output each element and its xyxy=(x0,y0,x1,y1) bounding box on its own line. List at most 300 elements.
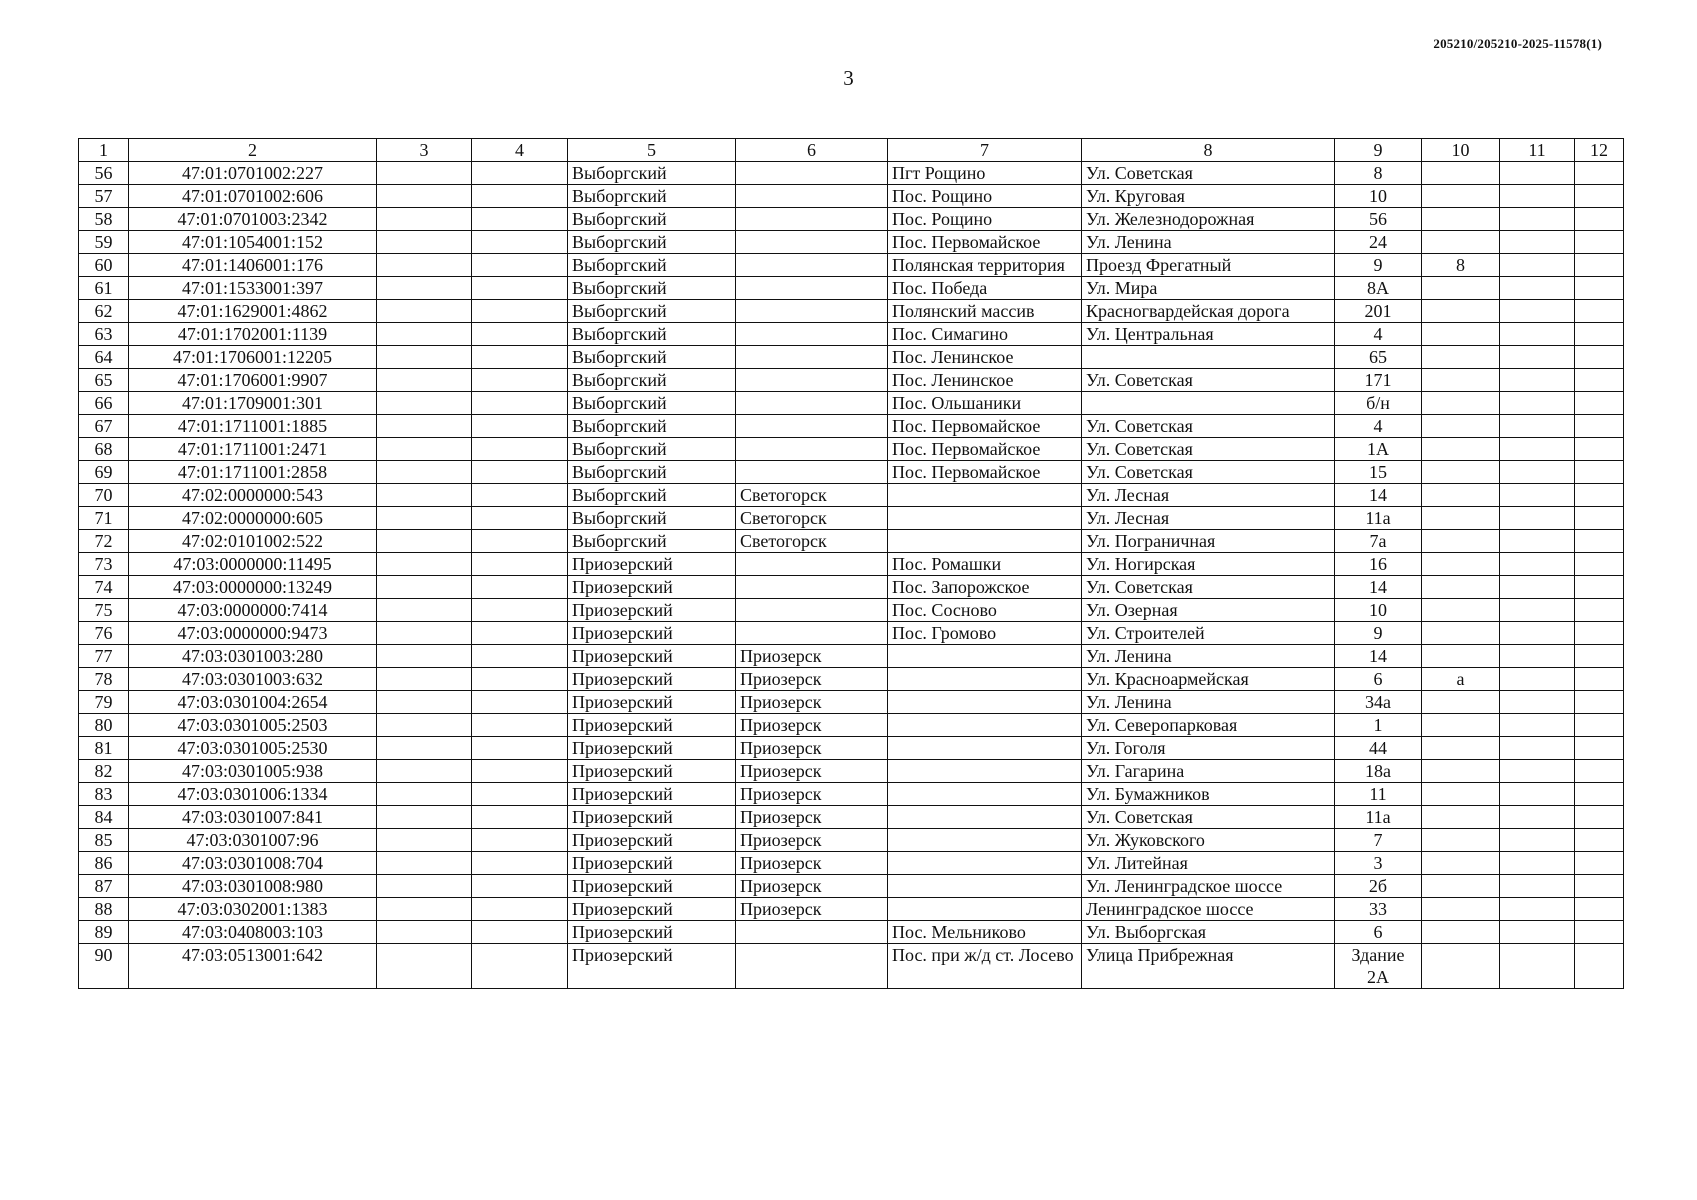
table-cell xyxy=(377,760,472,783)
table-cell xyxy=(377,392,472,415)
table-cell xyxy=(1575,392,1624,415)
table-cell: Светогорск xyxy=(736,484,888,507)
table-cell xyxy=(1082,392,1335,415)
table-cell: Пос. при ж/д ст. Лосево xyxy=(888,944,1082,989)
table-cell: 47:01:1709001:301 xyxy=(129,392,377,415)
table-cell: Светогорск xyxy=(736,507,888,530)
table-cell: 86 xyxy=(79,852,129,875)
table-cell: 47:01:0701002:606 xyxy=(129,185,377,208)
table-cell xyxy=(1500,392,1575,415)
table-cell xyxy=(377,323,472,346)
table-cell xyxy=(736,346,888,369)
table-cell: 1А xyxy=(1335,438,1422,461)
table-cell: 84 xyxy=(79,806,129,829)
table-cell: Ул. Центральная xyxy=(1082,323,1335,346)
table-cell xyxy=(377,530,472,553)
table-cell: 67 xyxy=(79,415,129,438)
table-cell xyxy=(472,760,568,783)
table-cell xyxy=(1500,714,1575,737)
table-cell xyxy=(1422,691,1500,714)
table-cell: б/н xyxy=(1335,392,1422,415)
table-cell: Ул. Лесная xyxy=(1082,484,1335,507)
table-cell: 56 xyxy=(79,162,129,185)
table-cell xyxy=(888,806,1082,829)
table-cell xyxy=(888,645,1082,668)
table-cell xyxy=(472,484,568,507)
table-cell xyxy=(1422,392,1500,415)
table-cell: 61 xyxy=(79,277,129,300)
table-row xyxy=(79,806,1624,829)
table-cell xyxy=(472,783,568,806)
table-cell: 47:01:1533001:397 xyxy=(129,277,377,300)
table-cell: 47:03:0000000:11495 xyxy=(129,553,377,576)
column-header: 2 xyxy=(129,139,377,162)
table-cell xyxy=(736,438,888,461)
column-header: 8 xyxy=(1082,139,1335,162)
table-cell: Ул. Круговая xyxy=(1082,185,1335,208)
table-cell xyxy=(1575,921,1624,944)
table-cell: Приозерский xyxy=(568,691,736,714)
table-cell xyxy=(1575,898,1624,921)
table-cell xyxy=(1500,898,1575,921)
table-cell xyxy=(1575,783,1624,806)
table-cell xyxy=(377,645,472,668)
table-cell xyxy=(888,668,1082,691)
table-cell xyxy=(1500,185,1575,208)
table-cell: Выборгский xyxy=(568,300,736,323)
table-cell: Ул. Ленина xyxy=(1082,691,1335,714)
table-cell: 8А xyxy=(1335,277,1422,300)
table-cell xyxy=(472,346,568,369)
table-cell xyxy=(1422,898,1500,921)
table-cell xyxy=(1575,185,1624,208)
table-cell xyxy=(472,254,568,277)
table-cell: 47:03:0301007:841 xyxy=(129,806,377,829)
table-cell: Пос. Запорожское xyxy=(888,576,1082,599)
table-cell xyxy=(1575,737,1624,760)
table-cell xyxy=(888,484,1082,507)
table-cell xyxy=(888,852,1082,875)
table-cell: 47:01:0701003:2342 xyxy=(129,208,377,231)
table-cell xyxy=(736,576,888,599)
table-cell: Приозерский xyxy=(568,921,736,944)
table-row xyxy=(79,415,1624,438)
table-cell: 47:03:0000000:7414 xyxy=(129,599,377,622)
table-cell xyxy=(1422,438,1500,461)
table-cell: Приозерский xyxy=(568,714,736,737)
table-cell: Приозерск xyxy=(736,645,888,668)
table-cell: 24 xyxy=(1335,231,1422,254)
table-cell xyxy=(472,369,568,392)
table-cell: 57 xyxy=(79,185,129,208)
table-cell xyxy=(472,806,568,829)
table-cell: 11а xyxy=(1335,507,1422,530)
table-cell: Ул. Советская xyxy=(1082,806,1335,829)
table-cell xyxy=(377,484,472,507)
table-cell xyxy=(1422,231,1500,254)
table-cell: Пос. Рощино xyxy=(888,208,1082,231)
table-cell xyxy=(377,231,472,254)
table-cell: Приозерский xyxy=(568,829,736,852)
table-body xyxy=(79,162,1624,989)
table-cell xyxy=(736,323,888,346)
table-cell xyxy=(377,553,472,576)
table-cell: 62 xyxy=(79,300,129,323)
table-cell: Пос. Первомайское xyxy=(888,415,1082,438)
table-cell: Пос. Первомайское xyxy=(888,438,1082,461)
table-cell xyxy=(472,691,568,714)
table-cell xyxy=(377,415,472,438)
table-cell: Ул. Советская xyxy=(1082,415,1335,438)
table-cell xyxy=(377,737,472,760)
table-cell: Ул. Ленинградское шоссе xyxy=(1082,875,1335,898)
table-cell: 66 xyxy=(79,392,129,415)
table-cell xyxy=(1575,162,1624,185)
table-cell xyxy=(1575,231,1624,254)
table-cell xyxy=(1575,346,1624,369)
table-cell: Ул. Красноармейская xyxy=(1082,668,1335,691)
table-cell xyxy=(472,829,568,852)
table-cell: 80 xyxy=(79,714,129,737)
table-cell xyxy=(888,875,1082,898)
table-row xyxy=(79,737,1624,760)
table-cell xyxy=(377,507,472,530)
table-cell: 171 xyxy=(1335,369,1422,392)
table-cell: Выборгский xyxy=(568,507,736,530)
table-cell xyxy=(1082,346,1335,369)
table-cell: 75 xyxy=(79,599,129,622)
table-cell: Ул. Лесная xyxy=(1082,507,1335,530)
table-cell xyxy=(888,530,1082,553)
table-cell: 201 xyxy=(1335,300,1422,323)
table-cell xyxy=(888,737,1082,760)
table-cell xyxy=(1575,576,1624,599)
table-cell: Ул. Пограничная xyxy=(1082,530,1335,553)
table-cell xyxy=(377,714,472,737)
table-cell: Выборгский xyxy=(568,254,736,277)
table-cell: Приозерск xyxy=(736,714,888,737)
table-cell xyxy=(736,369,888,392)
table-cell: Ул. Мира xyxy=(1082,277,1335,300)
table-cell xyxy=(1575,553,1624,576)
table-cell: 47:03:0302001:1383 xyxy=(129,898,377,921)
table-cell: 6 xyxy=(1335,921,1422,944)
table-cell: 9 xyxy=(1335,254,1422,277)
table-cell xyxy=(377,576,472,599)
table-cell xyxy=(472,622,568,645)
table-cell: 47:03:0301003:280 xyxy=(129,645,377,668)
table-cell: Пос. Ленинское xyxy=(888,346,1082,369)
table-cell xyxy=(472,162,568,185)
table-cell xyxy=(1575,645,1624,668)
table-cell: 68 xyxy=(79,438,129,461)
table-cell xyxy=(472,944,568,989)
table-cell: Приозерский xyxy=(568,852,736,875)
table-cell xyxy=(1422,737,1500,760)
table-cell: 10 xyxy=(1335,599,1422,622)
table-cell: Приозерск xyxy=(736,829,888,852)
table-cell: Ул. Советская xyxy=(1082,438,1335,461)
table-cell: 58 xyxy=(79,208,129,231)
table-cell: Красногвардейская дорога xyxy=(1082,300,1335,323)
table-cell: 10 xyxy=(1335,185,1422,208)
table-cell: 47:03:0301008:704 xyxy=(129,852,377,875)
table-cell xyxy=(1422,921,1500,944)
table-row xyxy=(79,369,1624,392)
table-cell: 3 xyxy=(1335,852,1422,875)
table-cell: 34а xyxy=(1335,691,1422,714)
table-cell: Ул. Выборгская xyxy=(1082,921,1335,944)
table-cell xyxy=(472,300,568,323)
column-header: 3 xyxy=(377,139,472,162)
table-cell: 69 xyxy=(79,461,129,484)
table-header-row xyxy=(79,139,1624,162)
table-cell xyxy=(1422,852,1500,875)
table-cell: Приозерский xyxy=(568,737,736,760)
table-cell xyxy=(1500,484,1575,507)
table-cell: Приозерский xyxy=(568,622,736,645)
table-cell xyxy=(472,415,568,438)
column-header: 11 xyxy=(1500,139,1575,162)
table-cell: 8 xyxy=(1335,162,1422,185)
column-header: 4 xyxy=(472,139,568,162)
table-cell: 9 xyxy=(1335,622,1422,645)
table-cell: Ул. Железнодорожная xyxy=(1082,208,1335,231)
table-cell xyxy=(472,461,568,484)
table-cell: Приозерск xyxy=(736,668,888,691)
table-cell: Приозерск xyxy=(736,875,888,898)
table-cell: 1 xyxy=(1335,714,1422,737)
table-cell xyxy=(377,829,472,852)
table-cell xyxy=(1500,760,1575,783)
table-cell xyxy=(472,852,568,875)
table-cell xyxy=(1422,484,1500,507)
column-header: 1 xyxy=(79,139,129,162)
table-cell: Выборгский xyxy=(568,231,736,254)
table-cell xyxy=(1500,507,1575,530)
table-cell xyxy=(1422,530,1500,553)
table-cell xyxy=(1575,852,1624,875)
table-cell xyxy=(736,553,888,576)
table-cell xyxy=(1575,530,1624,553)
table-cell xyxy=(472,921,568,944)
table-cell: Пос. Ленинское xyxy=(888,369,1082,392)
table-cell: 47:03:0408003:103 xyxy=(129,921,377,944)
table-cell xyxy=(736,599,888,622)
table-cell: 6 xyxy=(1335,668,1422,691)
table-cell xyxy=(1422,829,1500,852)
table-cell xyxy=(1500,921,1575,944)
table-cell: Приозерский xyxy=(568,898,736,921)
table-cell xyxy=(377,944,472,989)
table-row xyxy=(79,668,1624,691)
table-cell xyxy=(736,944,888,989)
table-cell xyxy=(472,668,568,691)
table-cell xyxy=(1500,852,1575,875)
table-row xyxy=(79,783,1624,806)
table-cell xyxy=(1575,461,1624,484)
table-cell: 47:03:0301008:980 xyxy=(129,875,377,898)
table-cell: 8 xyxy=(1422,254,1500,277)
table-cell xyxy=(888,691,1082,714)
table-cell xyxy=(472,208,568,231)
table-cell: 83 xyxy=(79,783,129,806)
table-cell: Выборгский xyxy=(568,530,736,553)
table-cell: Приозерский xyxy=(568,783,736,806)
table-cell: Пос. Первомайское xyxy=(888,461,1082,484)
column-header: 6 xyxy=(736,139,888,162)
table-cell xyxy=(377,622,472,645)
table-cell: Выборгский xyxy=(568,484,736,507)
table-cell: 74 xyxy=(79,576,129,599)
table-cell: 47:03:0301005:2503 xyxy=(129,714,377,737)
table-row xyxy=(79,622,1624,645)
registry-table xyxy=(78,138,1624,989)
table-cell xyxy=(377,875,472,898)
table-cell xyxy=(888,714,1082,737)
table-cell xyxy=(1500,944,1575,989)
table-cell: 47:03:0301004:2654 xyxy=(129,691,377,714)
table-row xyxy=(79,852,1624,875)
table-cell xyxy=(472,714,568,737)
table-cell: Приозерский xyxy=(568,553,736,576)
document-id: 205210/205210-2025-11578(1) xyxy=(1433,36,1602,51)
table-cell xyxy=(736,392,888,415)
table-cell: Приозерский xyxy=(568,668,736,691)
table-cell xyxy=(1500,277,1575,300)
table-cell: Ул. Советская xyxy=(1082,369,1335,392)
page-number: 3 xyxy=(843,66,854,90)
table-cell: Выборгский xyxy=(568,438,736,461)
table-row xyxy=(79,599,1624,622)
table-cell xyxy=(1575,484,1624,507)
table-cell xyxy=(1575,599,1624,622)
table-cell: 47:01:1629001:4862 xyxy=(129,300,377,323)
table-cell: Полянская территория xyxy=(888,254,1082,277)
table-cell: 64 xyxy=(79,346,129,369)
table-cell: Ул. Литейная xyxy=(1082,852,1335,875)
table-cell xyxy=(472,323,568,346)
table-cell xyxy=(377,369,472,392)
table-cell xyxy=(377,162,472,185)
table-cell: 47:01:1702001:1139 xyxy=(129,323,377,346)
column-header: 5 xyxy=(568,139,736,162)
table-cell: 47:01:0701002:227 xyxy=(129,162,377,185)
table-cell xyxy=(472,737,568,760)
table-cell xyxy=(1500,645,1575,668)
table-cell xyxy=(1575,300,1624,323)
table-cell xyxy=(736,461,888,484)
table-cell xyxy=(377,346,472,369)
table-cell: Ул. Озерная xyxy=(1082,599,1335,622)
column-header: 9 xyxy=(1335,139,1422,162)
table-cell: 33 xyxy=(1335,898,1422,921)
table-cell xyxy=(377,783,472,806)
table-row xyxy=(79,392,1624,415)
table-row xyxy=(79,507,1624,530)
table-cell xyxy=(1422,346,1500,369)
table-cell: Выборгский xyxy=(568,392,736,415)
table-cell xyxy=(1500,254,1575,277)
table-cell: 88 xyxy=(79,898,129,921)
table-cell xyxy=(1575,277,1624,300)
table-cell: Выборгский xyxy=(568,162,736,185)
table-cell xyxy=(888,760,1082,783)
table-cell xyxy=(377,438,472,461)
table-cell xyxy=(736,185,888,208)
table-row xyxy=(79,162,1624,185)
table-cell: 47:03:0513001:642 xyxy=(129,944,377,989)
table-cell xyxy=(1500,300,1575,323)
table-row xyxy=(79,438,1624,461)
table-cell xyxy=(472,185,568,208)
table-cell xyxy=(1422,645,1500,668)
table-cell: Выборгский xyxy=(568,461,736,484)
table-cell: 70 xyxy=(79,484,129,507)
table-cell: 47:03:0301007:96 xyxy=(129,829,377,852)
table-cell: 73 xyxy=(79,553,129,576)
table-cell xyxy=(472,875,568,898)
table-cell: Выборгский xyxy=(568,369,736,392)
table-cell xyxy=(1422,783,1500,806)
table-cell xyxy=(736,208,888,231)
table-cell: 47:03:0000000:13249 xyxy=(129,576,377,599)
table-cell: Приозерский xyxy=(568,645,736,668)
table-cell: 47:01:1711001:2471 xyxy=(129,438,377,461)
table-cell: Пос. Победа xyxy=(888,277,1082,300)
table-cell: Приозерск xyxy=(736,760,888,783)
table-cell: Приозерск xyxy=(736,806,888,829)
table-cell: Выборгский xyxy=(568,346,736,369)
table-cell: 47:01:1711001:1885 xyxy=(129,415,377,438)
table-cell: Приозерский xyxy=(568,599,736,622)
table-cell xyxy=(472,507,568,530)
table-cell: 90 xyxy=(79,944,129,989)
table-cell: Ул. Советская xyxy=(1082,576,1335,599)
table-cell xyxy=(377,691,472,714)
table-cell xyxy=(1500,323,1575,346)
table-cell xyxy=(1575,208,1624,231)
table-cell xyxy=(1500,461,1575,484)
table-cell xyxy=(736,300,888,323)
table-cell xyxy=(1422,760,1500,783)
table-cell xyxy=(1422,553,1500,576)
table-cell xyxy=(1575,507,1624,530)
table-cell: Приозерск xyxy=(736,852,888,875)
table-cell xyxy=(1422,277,1500,300)
table-cell: 78 xyxy=(79,668,129,691)
table-cell xyxy=(1422,323,1500,346)
table-cell xyxy=(736,415,888,438)
table-cell: 4 xyxy=(1335,415,1422,438)
table-cell: 14 xyxy=(1335,576,1422,599)
table-cell: Приозерский xyxy=(568,576,736,599)
table-cell: 81 xyxy=(79,737,129,760)
table-row xyxy=(79,277,1624,300)
table-cell xyxy=(1500,875,1575,898)
table-cell xyxy=(736,254,888,277)
table-cell xyxy=(888,783,1082,806)
table-cell: Здание 2А xyxy=(1335,944,1422,989)
table-cell: Приозерский xyxy=(568,760,736,783)
table-cell xyxy=(1500,553,1575,576)
table-cell: Выборгский xyxy=(568,277,736,300)
table-row xyxy=(79,875,1624,898)
table-cell: 47:01:1706001:12205 xyxy=(129,346,377,369)
table-row xyxy=(79,714,1624,737)
table-cell xyxy=(1500,668,1575,691)
table-cell: 65 xyxy=(79,369,129,392)
